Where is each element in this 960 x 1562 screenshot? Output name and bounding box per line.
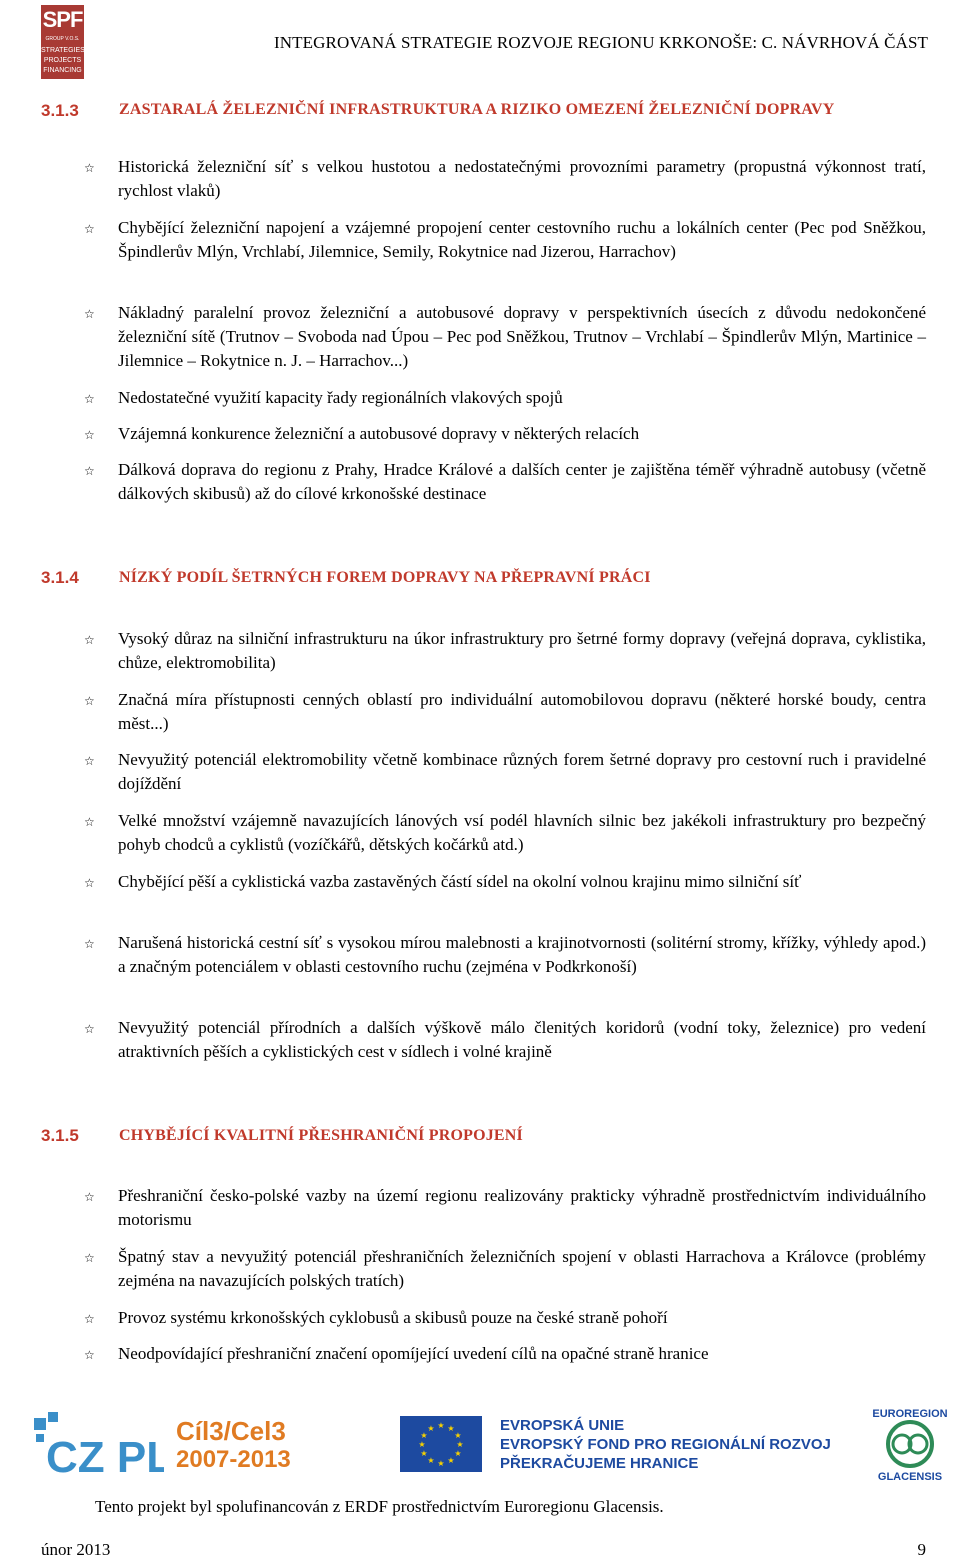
euroregion-top-text: EUROREGION (872, 1408, 948, 1420)
logo-main-text: SPF (42, 7, 83, 32)
list-item-text: Chybějící železniční napojení a vzájemné propojení center cestovního ruchu a lokálních center (Pec pod Sněžkou, Špindlerův Mlýn, Vrchlabí, Jilemnice, Semily, Rokytnice nad Jizerou, Harrachov) (118, 218, 926, 261)
list-item-text: Neodpovídající přeshraniční značení opomíjející uvedení cílů na opačné straně hranice (118, 1344, 709, 1363)
footer-date: únor 2013 (41, 1540, 111, 1559)
bullet-icon: ☆ (84, 1312, 95, 1326)
bullet-icon: ☆ (84, 1022, 95, 1036)
section-title: ZASTARALÁ ŽELEZNIČNÍ INFRASTRUKTURA A RIZIKO OMEZENÍ ŽELEZNIČNÍ DOPRAVY (119, 101, 835, 118)
eu-text-line: EVROPSKÁ UNIE (500, 1417, 625, 1434)
list-item-text: Špatný stav a nevyužitý potenciál přeshraničních železničních spojení v oblasti Harrachova a Královce (problémy zejména na navazujících polských tratích) (118, 1247, 926, 1290)
svg-text:★: ★ (420, 1449, 428, 1458)
cil3-years: 2007-2013 (176, 1446, 291, 1473)
czpl-logo-graphic (34, 1412, 164, 1480)
euroregion-glacensis-logo (862, 1404, 958, 1484)
list-item-text: Nevyužitý potenciál přírodních a dalších výškově málo členitých koridorů (vodní toky, železnice) pro vedení atraktivních pěších a cyklistických cest v sídlech i volné krajině (118, 1018, 926, 1061)
eu-fund-text (500, 1416, 831, 1473)
bullet-icon: ☆ (84, 428, 95, 442)
list-item-text: Historická železniční síť s velkou hustotou a nedostatečnými provozními parametry (propustná výkonnost tratí, rychlost vlaků) (118, 157, 926, 200)
svg-text:★: ★ (456, 1440, 464, 1449)
section-number: 3.1.5 (41, 1126, 79, 1145)
logo-line: PROJECTS (43, 57, 82, 64)
section-number: 3.1.3 (41, 101, 79, 120)
eu-text-line: PŘEKRAČUJEME HRANICE (500, 1455, 699, 1472)
bullet-icon: ☆ (84, 161, 95, 175)
bullet-icon: ☆ (84, 222, 95, 236)
svg-text:★: ★ (427, 1456, 435, 1465)
svg-text:★: ★ (447, 1424, 455, 1433)
section-title: NÍZKÝ PODÍL ŠETRNÝCH FOREM DOPRAVY NA PŘEPRAVNÍ PRÁCI (119, 569, 651, 586)
spf-logo (41, 5, 84, 79)
svg-text:★: ★ (454, 1431, 462, 1440)
funding-note: Tento projekt byl spolufinancován z ERDF prostřednictvím Euroregionu Glacensis. (95, 1497, 664, 1516)
svg-text:★: ★ (454, 1449, 462, 1458)
list-item-text: Nákladný paralelní provoz železniční a autobusové dopravy v perspektivních úsecích z důvodu nedokončené železniční sítě (Trutnov – Svoboda nad Úpou – Pec pod Sněžkou, Trutnov – Vrchlabí – Špindlerův Mlýn, Martinice – Jilemnice – Rokytnice n. J. – Harrachov...) (118, 303, 926, 370)
bullet-icon: ☆ (84, 1348, 95, 1362)
section-title: CHYBĚJÍCÍ KVALITNÍ PŘESHRANIČNÍ PROPOJENÍ (119, 1127, 523, 1144)
list-item-text: Značná míra přístupnosti cenných oblastí pro individuální automobilovou dopravu (některé horské boudy, centra měst...) (118, 690, 926, 733)
list-item-text: Přeshraniční česko-polské vazby na území regionu realizovány prakticky výhradně prostřednictvím individuálního motorismu (118, 1186, 926, 1229)
bullet-icon: ☆ (84, 876, 95, 890)
bullet-icon: ☆ (84, 1190, 95, 1204)
bullet-icon: ☆ (84, 307, 95, 321)
cil3-text: Cíl3/Cel3 (176, 1416, 286, 1446)
section-number: 3.1.4 (41, 568, 79, 587)
svg-text:★: ★ (427, 1424, 435, 1433)
list-item-text: Chybějící pěší a cyklistická vazba zastavěných částí sídel na okolní volnou krajinu mimo silniční síť (118, 872, 802, 891)
logo-sub-text: GROUP V.O.S. (45, 36, 80, 42)
svg-text:★: ★ (418, 1440, 426, 1449)
czpl-logo (34, 1412, 164, 1480)
cil3-logo (176, 1416, 291, 1474)
svg-text:★: ★ (437, 1421, 445, 1430)
logo-line: STRATEGIES (41, 47, 85, 54)
logo-line: FINANCING (43, 67, 82, 74)
bullet-icon: ☆ (84, 464, 95, 478)
list-item-text: Vysoký důraz na silniční infrastrukturu na úkor infrastruktury pro šetrné formy dopravy (veřejná doprava, cyklistika, chůze, elektromobilita) (118, 629, 926, 672)
list-item-text: Provoz systému krkonošských cyklobusů a skibusů pouze na české straně pohoří (118, 1308, 668, 1327)
svg-text:★: ★ (437, 1459, 445, 1468)
eu-text-line: EVROPSKÝ FOND PRO REGIONÁLNÍ ROZVOJ (500, 1436, 831, 1453)
list-item-text: Dálková doprava do regionu z Prahy, Hradce Králové a dalších center je zajištěna téměř výhradně autobusy (včetně dálkových skibusů) až do cílové krkonošské destinace (118, 460, 926, 503)
bullet-icon: ☆ (84, 937, 95, 951)
document-header-title: INTEGROVANÁ STRATEGIE ROZVOJE REGIONU KRKONOŠE: C. NÁVRHOVÁ ČÁST (274, 33, 928, 52)
list-item-text: Narušená historická cestní síť s vysokou mírou malebnosti a krajinotvornosti (solitérní stromy, křížky, výhledy apod.) a značným potenciálem v oblasti cestovního ruchu (zejména v Podkrkonoší) (118, 933, 926, 976)
bullet-icon: ☆ (84, 694, 95, 708)
bullet-icon: ☆ (84, 815, 95, 829)
svg-text:★: ★ (420, 1431, 428, 1440)
bullet-icon: ☆ (84, 633, 95, 647)
svg-text:★: ★ (447, 1456, 455, 1465)
czpl-logo-text: CZ PL (46, 1433, 164, 1480)
bullet-icon: ☆ (84, 1251, 95, 1265)
bullet-icon: ☆ (84, 392, 95, 406)
euroregion-bottom-text: GLACENSIS (877, 1471, 943, 1483)
page-number: 9 (917, 1540, 926, 1559)
eu-flag-icon (400, 1416, 482, 1472)
list-item-text: Nedostatečné využití kapacity řady regionálních vlakových spojů (118, 388, 563, 407)
list-item-text: Vzájemná konkurence železniční a autobusové dopravy v některých relacích (118, 424, 640, 443)
list-item-text: Nevyužitý potenciál elektromobility včetně kombinace různých forem šetrné dopravy pro cestovní ruch i pravidelné dojíždění (118, 750, 926, 793)
bullet-icon: ☆ (84, 754, 95, 768)
list-item-text: Velké množství vzájemně navazujících lánových vsí podél hlavních silnic bez jakékoli infrastruktury pro bezpečný pohyb chodců a cyklistů (vozíčkářů, dětských kočárků atd.) (118, 811, 926, 854)
